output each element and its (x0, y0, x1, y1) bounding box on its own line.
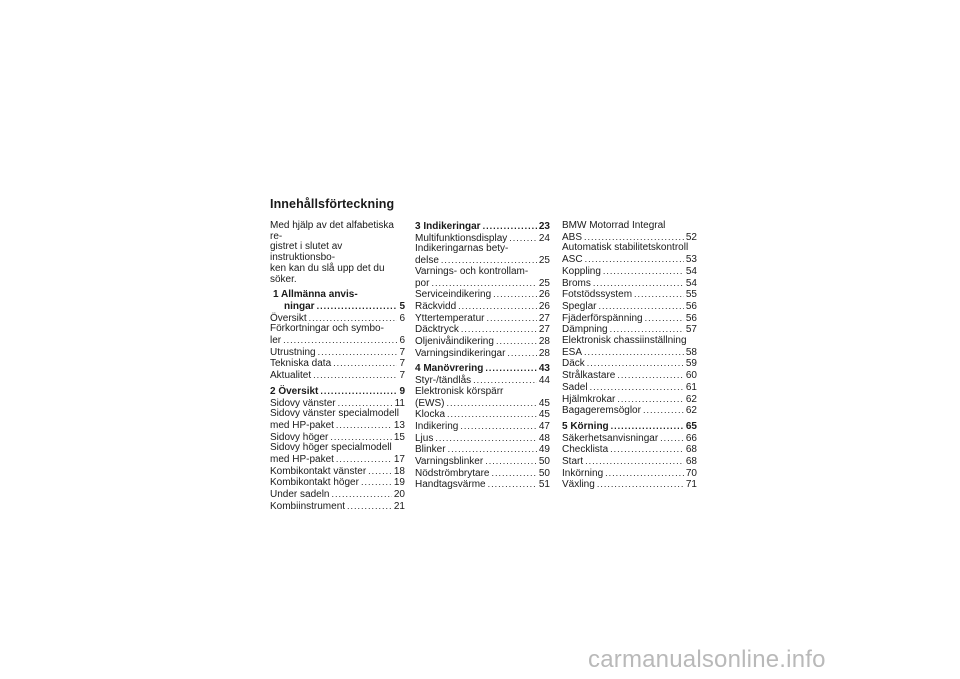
toc-page-number: 62 (685, 393, 697, 405)
leader-dots (461, 324, 537, 335)
toc-entry-label-cont: Elektronisk chassiinställning (562, 335, 687, 347)
leader-dots (507, 348, 536, 359)
toc-entry[interactable] (562, 370, 697, 382)
toc-entry[interactable] (562, 278, 697, 290)
toc-entry[interactable] (415, 289, 550, 301)
toc-entry-label: Däck (562, 358, 585, 370)
toc-chapter-label: ningar (284, 300, 315, 312)
leader-dots (333, 358, 397, 369)
toc-page-number: 51 (538, 479, 550, 491)
toc-page-number: 48 (538, 432, 550, 444)
leader-dots (584, 232, 684, 243)
leader-dots (509, 233, 537, 244)
leader-dots (483, 221, 537, 232)
toc-entry[interactable] (270, 370, 405, 382)
toc-entry[interactable] (415, 409, 550, 421)
toc-entry-label: ASC (562, 254, 583, 266)
toc-entry-label: Start (562, 456, 584, 468)
leader-dots (585, 456, 684, 467)
leader-dots (317, 301, 398, 312)
toc-entry-label-cont: Sidovy vänster specialmodell (270, 408, 399, 420)
toc-entry[interactable] (270, 466, 405, 478)
toc-entry-label: Bagageremsöglor (562, 405, 641, 417)
leader-dots (496, 336, 537, 347)
toc-entry-label: Varningsblinker (415, 456, 484, 468)
toc-page-number: 61 (685, 381, 697, 393)
leader-dots (331, 489, 391, 500)
toc-page-number: 23 (538, 221, 550, 232)
toc-entry[interactable] (270, 335, 405, 347)
toc-entry-label-cont: Förkortningar och symbo- (270, 323, 384, 335)
leader-dots (488, 479, 537, 490)
toc-entry-label: Hjälmkrokar (562, 393, 616, 405)
toc-entry-label: Indikering (415, 420, 459, 432)
toc-chapter-5[interactable] (562, 421, 697, 433)
toc-page-number: 43 (538, 363, 550, 375)
leader-dots (313, 370, 397, 381)
toc-page-number: 7 (399, 358, 405, 370)
toc-chapter-label: 5 Körning (562, 420, 609, 432)
leader-dots (431, 278, 536, 289)
toc-page-number: 45 (538, 397, 550, 409)
toc-chapter-label: 4 Manövrering (415, 363, 484, 375)
toc-page-number: 27 (538, 324, 550, 336)
leader-dots (645, 313, 684, 324)
toc-entry-label: Inkörning (562, 467, 604, 479)
toc-page-number: 25 (538, 255, 550, 267)
toc-entry-label: Under sadeln (270, 489, 330, 501)
toc-entry[interactable] (415, 456, 550, 468)
toc-entry[interactable] (415, 278, 550, 290)
toc-entry[interactable] (415, 336, 550, 348)
toc-entry[interactable] (270, 454, 405, 466)
toc-entry[interactable] (415, 433, 550, 445)
toc-page-number: 13 (393, 419, 405, 431)
leader-dots (446, 398, 536, 409)
leader-dots (368, 466, 392, 477)
leader-dots (610, 444, 684, 455)
toc-entry[interactable] (562, 444, 697, 456)
toc-entry-label: Växling (562, 479, 595, 491)
toc-page-number: 50 (538, 456, 550, 468)
toc-page-number: 24 (538, 232, 550, 244)
toc-entry-label: Ljus (415, 432, 434, 444)
toc-entry[interactable] (270, 477, 405, 489)
toc-page-number: 9 (399, 385, 405, 397)
leader-dots (435, 433, 537, 444)
toc-entry-label: Speglar (562, 300, 597, 312)
chapter-1-title: 1 Allmänna anvis- (273, 289, 358, 301)
toc-page-number: 68 (685, 444, 697, 456)
toc-entry[interactable] (270, 358, 405, 370)
leader-dots (603, 266, 684, 277)
toc-entry-label: Sidovy höger (270, 431, 329, 443)
toc-page-number: 54 (685, 265, 697, 277)
toc-page-number: 52 (685, 231, 697, 243)
toc-page-number: 5 (399, 300, 405, 312)
toc-entry-label-cont: Elektronisk körspärr (415, 385, 504, 397)
watermark-text: carmanualsonline.info (588, 646, 826, 673)
toc-entry-label: Sidovy vänster (270, 397, 336, 409)
toc-entry-label: Fotstödssystem (562, 289, 633, 301)
leader-dots (611, 421, 684, 432)
toc-entry-label: Strålkastare (562, 370, 616, 382)
toc-entry-label: Blinker (415, 444, 446, 456)
toc-entry[interactable] (562, 468, 697, 480)
toc-entry-label: ESA (562, 346, 583, 358)
toc-page-number: 7 (399, 370, 405, 382)
toc-entry[interactable] (562, 433, 697, 445)
toc-entry-label: ler (270, 335, 282, 347)
toc-entry-label: delse (415, 255, 439, 267)
leader-dots (320, 386, 397, 397)
toc-entry-label: Serviceindikering (415, 289, 492, 301)
toc-entry-label: Utrustning (270, 346, 316, 358)
leader-dots (441, 255, 537, 266)
toc-entry-label: Nödströmbrytare (415, 467, 490, 479)
toc-entry[interactable] (415, 421, 550, 433)
toc-entry[interactable] (270, 420, 405, 432)
leader-dots (491, 468, 536, 479)
toc-entry-label: ABS (562, 231, 583, 243)
leader-dots (590, 382, 684, 393)
toc-entry-label-cont: Sidovy höger specialmodell (270, 442, 392, 454)
toc-entry[interactable] (562, 405, 697, 417)
toc-entry[interactable] (415, 479, 550, 491)
toc-entry-label-cont: Automatisk stabilitetskontroll (562, 242, 689, 254)
toc-entry[interactable] (415, 398, 550, 410)
toc-entry-label: Yttertemperatur (415, 312, 485, 324)
toc-page-number: 68 (685, 456, 697, 468)
toc-chapter-2[interactable] (270, 386, 405, 398)
leader-dots (634, 289, 684, 300)
toc-entry[interactable] (415, 313, 550, 325)
toc-page-number: 49 (538, 444, 550, 456)
leader-dots (460, 421, 537, 432)
toc-entry[interactable] (562, 479, 697, 491)
toc-page-number: 26 (538, 300, 550, 312)
leader-dots (458, 301, 537, 312)
toc-chapter-1[interactable] (270, 301, 405, 313)
toc-page-number: 28 (538, 336, 550, 348)
toc-chapter-label: 2 Översikt (270, 385, 319, 397)
toc-page-number: 27 (538, 312, 550, 324)
leader-dots (593, 278, 684, 289)
toc-chapter-4[interactable] (415, 363, 550, 375)
toc-entry-label: Tekniska data (270, 358, 332, 370)
toc-column-2 (415, 221, 550, 491)
leader-dots (610, 324, 684, 335)
leader-dots (330, 432, 392, 443)
leader-dots (617, 370, 684, 381)
toc-entry-label: Säkerhetsanvisningar (562, 432, 659, 444)
leader-dots (336, 420, 392, 431)
toc-entry[interactable] (562, 313, 697, 325)
toc-page-number: 6 (399, 312, 405, 324)
toc-entry-label: Koppling (562, 265, 601, 277)
toc-page-number: 65 (685, 420, 697, 432)
toc-page-number: 53 (685, 254, 697, 266)
intro-paragraph: Med hjälp av det alfabetiska re- gistret i slutet av instruktionsbo- ken kan du slå upp det du söker. (270, 220, 394, 285)
toc-entry[interactable] (562, 301, 697, 313)
leader-dots (309, 313, 398, 324)
toc-entry-label: Kombikontakt vänster (270, 465, 367, 477)
toc-entry[interactable] (415, 301, 550, 313)
toc-entry-label: med HP-paket (270, 454, 334, 466)
leader-dots (447, 409, 537, 420)
toc-page-number: 28 (538, 347, 550, 359)
toc-page-number: 56 (685, 300, 697, 312)
toc-entry-label: Styr-/tändlås (415, 375, 472, 387)
toc-entry[interactable] (562, 347, 697, 359)
toc-entry[interactable] (270, 347, 405, 359)
leader-dots (617, 394, 684, 405)
toc-entry-label: Översikt (270, 312, 307, 324)
leader-dots (485, 363, 537, 374)
toc-entry-label: por (415, 277, 430, 289)
leader-dots (473, 375, 537, 386)
toc-entry-label: Handtagsvärme (415, 479, 486, 491)
toc-entry-label: Däcktryck (415, 324, 459, 336)
toc-entry[interactable] (562, 382, 697, 394)
toc-entry-label-cont: Varnings- och kontrollam- (415, 265, 529, 277)
toc-entry[interactable] (562, 254, 697, 266)
leader-dots (587, 358, 684, 369)
toc-entry[interactable] (415, 348, 550, 360)
toc-entry-label: Klocka (415, 409, 446, 421)
toc-entry-label: Fjäderförspänning (562, 312, 643, 324)
toc-page-number: 19 (393, 477, 405, 489)
toc-entry[interactable] (415, 468, 550, 480)
toc-entry-label: Kombikontakt höger (270, 477, 359, 489)
toc-page-number: 7 (399, 346, 405, 358)
toc-entry-label: Dämpning (562, 324, 608, 336)
toc-page-number: 55 (685, 289, 697, 301)
leader-dots (660, 433, 684, 444)
toc-page-number: 21 (393, 500, 405, 512)
toc-entry[interactable] (270, 501, 405, 513)
toc-entry-label: Varningsindikeringar (415, 347, 506, 359)
leader-dots (361, 477, 392, 488)
toc-entry[interactable] (270, 489, 405, 501)
toc-page-number: 54 (685, 277, 697, 289)
leader-dots (448, 444, 537, 455)
toc-page-number: 17 (393, 454, 405, 466)
leader-dots (336, 454, 392, 465)
toc-entry[interactable] (562, 266, 697, 278)
toc-entry-label: Broms (562, 277, 591, 289)
toc-page-number: 62 (685, 405, 697, 417)
toc-page-number: 45 (538, 409, 550, 421)
toc-page-number: 18 (393, 465, 405, 477)
toc-page-number: 58 (685, 346, 697, 358)
toc-entry-label: Checklista (562, 444, 609, 456)
toc-entry[interactable] (562, 358, 697, 370)
toc-entry-label-cont: Indikeringarnas bety- (415, 243, 509, 255)
toc-entry-label: Aktualitet (270, 370, 312, 382)
toc-page-number: 57 (685, 324, 697, 336)
leader-dots (486, 313, 536, 324)
page-title: Innehållsförteckning (270, 197, 395, 211)
toc-entry[interactable] (562, 456, 697, 468)
leader-dots (485, 456, 537, 467)
toc-column-3 (562, 221, 697, 491)
toc-page-number: 20 (393, 489, 405, 501)
toc-page-number: 47 (538, 420, 550, 432)
leader-dots (585, 254, 684, 265)
leader-dots (318, 347, 398, 358)
toc-entry-label-cont: BMW Motorrad Integral (562, 220, 666, 231)
leader-dots (347, 501, 392, 512)
toc-entry-label: med HP-paket (270, 419, 334, 431)
toc-page-number: 44 (538, 375, 550, 387)
toc-page-number: 59 (685, 358, 697, 370)
leader-dots (283, 335, 397, 346)
toc-entry[interactable] (415, 324, 550, 336)
toc-entry-label: Sadel (562, 381, 588, 393)
toc-entry[interactable] (415, 444, 550, 456)
leader-dots (493, 289, 537, 300)
toc-page-number: 70 (685, 467, 697, 479)
toc-entry[interactable] (562, 289, 697, 301)
toc-page-number: 60 (685, 370, 697, 382)
toc-page-number: 15 (393, 431, 405, 443)
leader-dots (597, 479, 684, 490)
toc-page-number: 66 (685, 432, 697, 444)
toc-page-number: 71 (685, 479, 697, 491)
toc-entry-label: Multifunktionsdisplay (415, 232, 508, 244)
intro-text (270, 221, 405, 285)
toc-chapter-3[interactable] (415, 221, 550, 233)
leader-dots (643, 405, 684, 416)
toc-entry-label: Kombiinstrument (270, 500, 346, 512)
toc-page-number: 26 (538, 289, 550, 301)
toc-page-number: 11 (394, 397, 405, 409)
toc-entry-label: Räckvidd (415, 300, 457, 312)
toc-column-1 (270, 221, 405, 513)
toc-page-number: 6 (399, 335, 405, 347)
toc-page-number: 56 (685, 312, 697, 324)
leader-dots (338, 398, 393, 409)
leader-dots (584, 347, 684, 358)
toc-page-number: 50 (538, 467, 550, 479)
toc-entry-label: Oljenivåindikering (415, 336, 494, 348)
toc-page-number: 25 (538, 277, 550, 289)
toc-entry[interactable] (562, 394, 697, 406)
toc-entry-label: (EWS) (415, 397, 445, 409)
leader-dots (605, 468, 684, 479)
leader-dots (598, 301, 683, 312)
toc-chapter-label: 3 Indikeringar (415, 221, 481, 232)
